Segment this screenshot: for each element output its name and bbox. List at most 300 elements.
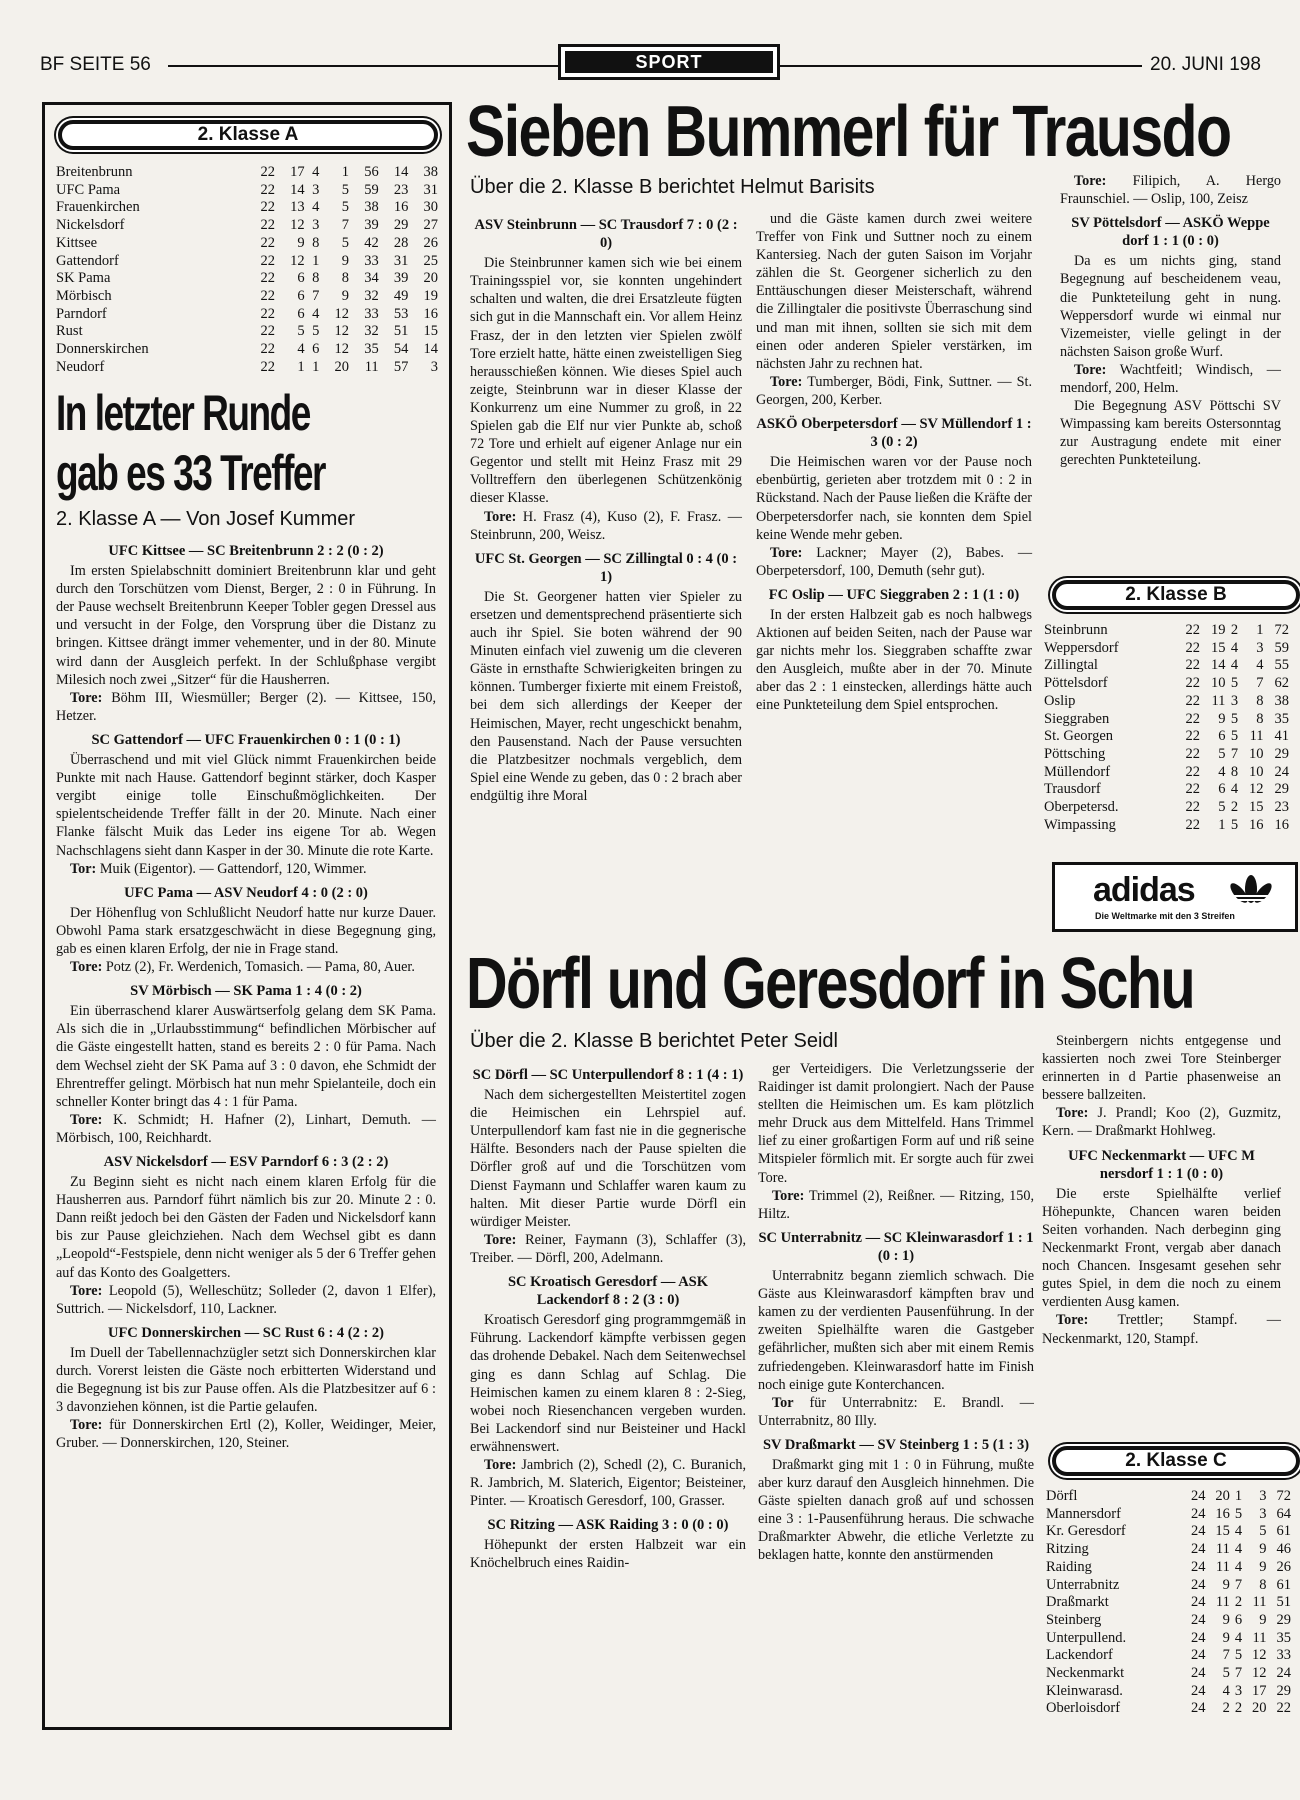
- team-name: Kleinwarasd.: [1046, 1682, 1123, 1699]
- standings-value: 12: [1252, 1647, 1267, 1664]
- team-name: Lackendorf: [1046, 1647, 1113, 1664]
- standings-value: 9: [297, 234, 305, 251]
- standings-value: 20: [1215, 1488, 1230, 1504]
- standings-value: 6: [297, 305, 305, 322]
- standings-value: 24: [1190, 1488, 1206, 1504]
- standings-value: 1: [341, 164, 350, 180]
- scorers-label: Tore:: [70, 689, 103, 706]
- match-report: In der ersten Halbzeit gab es noch halbwegs Aktionen auf beiden Seiten, nach der Pause war gar nichts mehr los. Sieggraben schaffte zwar den Ausgleich, mußte aber in der 70. Minute aber das 2 : 1 einstecken, allerdings hätte auch eine Punkteteilung dem Spiel entsprochen.: [756, 606, 1032, 714]
- standings-value: 5: [312, 323, 320, 340]
- standings-value: 38: [1274, 692, 1289, 709]
- standings-value: 19: [1210, 622, 1226, 638]
- standings-value: 11: [1215, 1594, 1230, 1611]
- standings-value: 22: [1185, 675, 1201, 692]
- standings-row: [1046, 1523, 1291, 1541]
- scorers-list: H. Frasz (4), Kuso (2), F. Frasz. — Steinbrunn, 200, Weisz.: [470, 508, 742, 543]
- header-rule-left: [168, 65, 558, 67]
- standings-row: [1046, 1594, 1291, 1612]
- standings-value: 24: [1190, 1576, 1206, 1593]
- standings-value: 49: [393, 287, 409, 304]
- standings-value: 35: [1276, 1629, 1291, 1646]
- scorers-label: Tore:: [1056, 1105, 1089, 1122]
- standings-value: 6: [297, 270, 305, 287]
- standings-value: 22: [260, 164, 275, 180]
- standings-value: 4: [1256, 657, 1264, 674]
- team-name: Neudorf: [56, 358, 105, 375]
- standings-value: 59: [364, 181, 379, 198]
- standings-value: 4: [312, 199, 320, 216]
- match-report: ger Verteidigers. Die Verletzungsserie der Raidinger ist damit prolongiert. Nach der Pause stellten die Heimischen um. Es kam plötzlich mehr Druck aus dem Mittelfeld. Hans Trimmel lief zu einer großartigen Form auf und riß seine Mitspieler förmlich mit. Er sorgte auch für zwei Tore.: [758, 1061, 1034, 1186]
- standings-value: 24: [1190, 1629, 1206, 1646]
- scorers-label: Tore:: [772, 1187, 805, 1204]
- scorers-list: Leopold (5), Welleschütz; Solleder (2, davon 1 Elfer), Suttrich. — Nickelsdorf, 110, Lackner.: [56, 1282, 436, 1317]
- standings-value: 9: [341, 252, 350, 269]
- article-c-col1: [470, 1060, 746, 1730]
- article-c-col2: [758, 1060, 1034, 1730]
- match-title: SC Gattendorf — UFC Frauenkirchen 0 : 1 (0 : 1): [91, 731, 401, 748]
- klasse-a-table: [56, 164, 438, 376]
- match-report: Im ersten Spielabschnitt dominiert Breitenbrunn klar und geht durch den Torschützen vom Dienst, Berger, 2 : 0 in Führung. In der Pause wechselt Breitenbrunn Keeper Tobler gegen Dressel aus und versucht in der Folge, den Vorsprung über die Distanz zu bringen. Kittsee drängt immer vehementer, und in der 80. Minute wird dann der Ausgleich perfekt. In der Schlußphase vergibt Milesich noch zwei „Sitzer“ für die Hausherren.: [56, 563, 436, 688]
- standings-value: 7: [1222, 1647, 1230, 1664]
- header-rule-right: [777, 65, 1142, 67]
- standings-value: 16: [393, 199, 409, 216]
- klasse-c-table-wrap: [1046, 1488, 1291, 1718]
- standings-value: 62: [1274, 675, 1289, 692]
- standings-value: 8: [312, 234, 320, 251]
- standings-value: 7: [1234, 1576, 1243, 1593]
- standings-row: [1046, 1559, 1291, 1577]
- standings-value: 24: [1274, 763, 1289, 780]
- article-c-headline: Dörfl und Geresdorf in Schu: [466, 944, 1195, 1024]
- article-a-headline-line2: gab es 33 Treffer: [56, 445, 325, 501]
- team-name: Steinbrunn: [1044, 622, 1108, 638]
- section-label-box: [558, 44, 780, 80]
- standings-value: 3: [430, 358, 438, 375]
- standings-value: 2: [1230, 799, 1239, 816]
- standings-value: 5: [1234, 1647, 1243, 1664]
- standings-row: [1044, 817, 1289, 835]
- standings-row: [56, 323, 438, 341]
- scorers-list: für Donnerskirchen Ertl (2), Koller, Weidinger, Meier, Gruber. — Donnerskirchen, 120, Steiner.: [56, 1417, 437, 1452]
- standings-value: 8: [1256, 692, 1264, 709]
- standings-row: [1044, 764, 1289, 782]
- standings-value: 22: [260, 199, 275, 216]
- team-name: Draßmarkt: [1046, 1594, 1109, 1611]
- article-b-col1: [470, 210, 742, 940]
- standings-value: 1: [312, 252, 320, 269]
- standings-value: 22: [1185, 710, 1201, 727]
- standings-value: 5: [1230, 816, 1239, 833]
- standings-value: 24: [1190, 1594, 1206, 1611]
- klasse-b-banner: [1052, 580, 1300, 610]
- scorers-line: [756, 373, 1032, 409]
- standings-value: 6: [312, 341, 320, 358]
- klasse-b-title: 2. Klasse B: [1125, 584, 1227, 605]
- adidas-slogan: Die Weltmarke mit den 3 Streifen: [1095, 911, 1235, 921]
- match-title: UFC St. Georgen — SC Zillingtal 0 : 4 (0 : 1): [474, 550, 738, 585]
- match-report: Da es um nichts ging, stand Begegnung auf bescheidenem veau, die Punkteteilung geht in nung. Weppersdorf wurde wi einmal nur Vizemeister, vielle gelingt in der nächsten Saison große Wurf.: [1060, 253, 1281, 360]
- team-name: Müllendorf: [1044, 763, 1111, 780]
- article-b-col2: [756, 210, 1032, 940]
- match-report: Überraschend und mit viel Glück nimmt Frauenkirchen beide Punkte mit nach Hause. Gattendorf beginnt stärker, doch Kasper vergibt einige tolle Einschußmöglichkeiten. Der spielentscheidende Treffer fällt in der 20. Minute. Nach einer Flanke fälscht Muik das Leder ins eigene Tor ab. Wegen Nachschlagens sieht dann Kasper in der 30. Minute die rote Karte.: [56, 752, 436, 859]
- standings-value: 22: [260, 341, 275, 358]
- standings-value: 13: [290, 199, 305, 216]
- standings-value: 5: [1218, 745, 1226, 762]
- team-name: Steinberg: [1046, 1611, 1102, 1628]
- scorers-list: Lackner; Mayer (2), Babes. — Oberpetersdorf, 100, Demuth (sehr gut).: [756, 544, 1033, 579]
- match-report: Die Begegnung ASV Pöttschi SV Wimpassing kam bereits Ostersonntag zur Austragung endete mit einer gerechten Punkteteilung.: [1060, 398, 1281, 469]
- standings-value: 35: [364, 341, 379, 358]
- standings-value: 4: [1234, 1629, 1243, 1646]
- standings-value: 11: [1249, 728, 1264, 745]
- standings-value: 22: [1276, 1700, 1291, 1717]
- standings-row: [56, 306, 438, 324]
- team-name: Sieggraben: [1044, 710, 1110, 727]
- match-title: FC Oslip — UFC Sieggraben 2 : 1 (1 : 0): [768, 586, 1020, 603]
- team-name: Rust: [56, 323, 83, 340]
- standings-value: 12: [1249, 781, 1264, 798]
- standings-value: 26: [1276, 1558, 1291, 1575]
- klasse-a-banner: [58, 120, 438, 150]
- standings-value: 33: [1276, 1647, 1291, 1664]
- scorers-line: [56, 1111, 436, 1147]
- standings-value: 4: [312, 305, 320, 322]
- standings-value: 24: [1190, 1682, 1206, 1699]
- standings-row: [56, 341, 438, 359]
- standings-value: 9: [1259, 1541, 1267, 1558]
- match-report: Die Heimischen waren vor der Pause noch ebenbürtig, gerieten aber trotzdem mit 0 : 2 in Rückstand. Nach der Pause ließen die Kräfte der Oberpetersdorfer nach, sie konnten dem Spiel keine Wende mehr geben.: [756, 454, 1032, 543]
- standings-row: [56, 235, 438, 253]
- standings-value: 14: [290, 181, 305, 198]
- standings-value: 12: [334, 305, 350, 322]
- scorers-list: Trimmel (2), Reißner. — Ritzing, 150, Hiltz.: [758, 1187, 1034, 1222]
- team-name: Kr. Geresdorf: [1046, 1523, 1126, 1540]
- match-report: Der Höhenflug von Schlußlicht Neudorf hatte nur kurze Dauer. Obwohl Pama stark ersatzgeschwächt in diese Begegnung ging, gab es einen klaren Erfolg, der nie in Frage stand.: [56, 904, 436, 957]
- section-label: SPORT: [565, 51, 773, 73]
- scorers-label: Tor:: [70, 860, 97, 877]
- standings-value: 1: [312, 358, 320, 375]
- standings-value: 8: [1256, 710, 1264, 727]
- standings-value: 22: [260, 323, 275, 340]
- standings-value: 22: [1185, 816, 1201, 833]
- match-title: SC Unterrabnitz — SC Kleinwarasdorf 1 : 1 (0 : 1): [758, 1229, 1034, 1264]
- standings-value: 38: [364, 199, 379, 216]
- scorers-line: [1060, 172, 1281, 208]
- standings-value: 29: [393, 217, 409, 234]
- standings-value: 22: [260, 287, 275, 304]
- match-report: Die St. Georgener hatten vier Spieler zu ersetzen und dementsprechend präsentierte sich auch ihr Spiel. Sie boten während der 90 Minuten einfach viel zuwenig um die cleveren Gäste in ernsthafte Schwierigkeiten bringen zu können. Tumberger fixierte mit einem Freistoß, bei dem sich allerdings der Keeper der Heimischen, Mayer, recht ungeschickt benahm, den Pausenstand. Nach der Pause versuchten die Platzbesitzer nochmals vergeblich, dem Spiel eine Wende zu geben, das 0 : 2 brach aber endgültig ihre Moral: [470, 588, 742, 804]
- standings-value: 10: [1249, 763, 1264, 780]
- article-a-headline-line1: In letzter Runde: [56, 385, 310, 441]
- standings-value: 5: [1234, 1505, 1243, 1522]
- standings-value: 16: [1274, 816, 1289, 833]
- standings-row: [1046, 1506, 1291, 1524]
- standings-value: 22: [260, 252, 275, 269]
- standings-row: [1044, 728, 1289, 746]
- standings-value: 14: [1210, 657, 1226, 674]
- standings-value: 7: [1234, 1665, 1243, 1682]
- match-title: SV Pöttelsdorf — ASKÖ Weppe dorf 1 : 1 (0 : 0): [1071, 215, 1270, 250]
- match-title: ASV Steinbrunn — SC Trausdorf 7 : 0 (2 : 0): [474, 217, 738, 252]
- scorers-label: Tore:: [70, 1417, 103, 1434]
- standings-row: [56, 182, 438, 200]
- standings-value: 51: [393, 323, 409, 340]
- standings-value: 24: [1190, 1611, 1206, 1628]
- team-name: Kittsee: [56, 234, 98, 251]
- scorers-label: Tore:: [770, 373, 803, 390]
- standings-value: 42: [364, 234, 379, 251]
- standings-value: 46: [1276, 1541, 1291, 1558]
- match-title: SC Kroatisch Geresdorf — ASK Lackendorf 8 : 2 (3 : 0): [507, 1274, 709, 1309]
- standings-value: 10: [1249, 745, 1264, 762]
- scorers-line: [470, 1456, 746, 1510]
- standings-value: 29: [1276, 1611, 1291, 1628]
- match-report: Nach dem sichergestellten Meistertitel zogen die Heimischen ein Lehrspiel auf. Unterpullendorf kam fast nie in die gegnerische Hälfte. Besonders nach der Pause spielten die Dörfler groß auf und die Torschützen vom Dienst Faymann und Schlaffer waren kaum zu halten. Mit dieser Partie wurde Dörfl ein würdiger Meister.: [470, 1087, 746, 1230]
- standings-value: 5: [341, 199, 350, 216]
- standings-value: 24: [1190, 1665, 1206, 1682]
- standings-value: 5: [1230, 710, 1239, 727]
- standings-value: 51: [1276, 1594, 1291, 1611]
- team-name: Gattendorf: [56, 252, 119, 269]
- article-b-headline: Sieben Bummerl für Trausdo: [466, 92, 1231, 172]
- adidas-ad: [1052, 862, 1298, 932]
- standings-value: 3: [1230, 692, 1239, 709]
- standings-value: 35: [1274, 710, 1289, 727]
- standings-value: 14: [393, 164, 409, 180]
- standings-value: 6: [297, 287, 305, 304]
- standings-value: 7: [341, 217, 350, 234]
- scorers-line: [56, 958, 436, 976]
- team-name: Ritzing: [1046, 1541, 1089, 1558]
- standings-value: 15: [1249, 799, 1264, 816]
- standings-value: 9: [341, 287, 350, 304]
- match-report: Draßmarkt ging mit 1 : 0 in Führung, mußte aber kurz darauf den Ausgleich hinnehmen. Die Gäste spielten danach groß auf und schossen eine 3 : 1-Pausenführung heraus. Die schwache Draßmarkter Abwehr, die etliche Verletzte zu beklagen hatte, konnte den anstürmenden: [758, 1456, 1034, 1564]
- standings-value: 54: [393, 341, 409, 358]
- standings-value: 9: [1222, 1576, 1230, 1593]
- scorers-list: K. Schmidt; H. Hafner (2), Linhart, Demuth. — Mörbisch, 100, Reichhardt.: [56, 1111, 436, 1146]
- standings-value: 22: [1185, 745, 1201, 762]
- standings-value: 5: [1259, 1523, 1267, 1540]
- scorers-label: Tore:: [484, 1231, 517, 1248]
- standings-value: 16: [1215, 1505, 1230, 1522]
- match-report: Unterrabnitz begann ziemlich schwach. Die Gäste aus Kleinwarasdorf kämpften brav und kamen zu der verdienten Pausenführung. In der zweiten Spielhälfte waren die Gastgeber gefährlicher, mußten sich aber mit einem Remis zufriedengeben. Kleinwarasdorf hatte im Finish noch einige gute Konterchancen.: [758, 1268, 1034, 1393]
- standings-value: 29: [1274, 745, 1289, 762]
- match-title: SC Ritzing — ASK Raiding 3 : 0 (0 : 0): [487, 1517, 729, 1534]
- team-name: Unterrabnitz: [1046, 1576, 1120, 1593]
- standings-value: 17: [290, 164, 305, 180]
- team-name: Nickelsdorf: [56, 217, 125, 234]
- standings-value: 15: [1210, 639, 1226, 656]
- scorers-list: Reiner, Faymann (3), Schlaffer (3), Treiber. — Dörfl, 200, Adelmann.: [470, 1231, 747, 1266]
- standings-row: [1044, 781, 1289, 799]
- scorers-label: Tore:: [770, 544, 803, 561]
- match-report: Im Duell der Tabellennachzügler setzt sich Donnerskirchen klar durch. Vorerst leisten die Gäste noch erbitterten Widerstand und die Begegnung ist bis zur Pause offen. Als die Platzbesitzer auf 6 : 3 davonziehen können, ist die Partie gelaufen.: [56, 1344, 436, 1416]
- standings-row: [1046, 1700, 1291, 1718]
- standings-value: 5: [341, 234, 350, 251]
- standings-value: 24: [1190, 1523, 1206, 1540]
- scorers-label: Tore:: [1074, 173, 1107, 189]
- adidas-brand: adidas: [1093, 871, 1195, 909]
- team-name: Oslip: [1044, 692, 1076, 709]
- team-name: UFC Pama: [56, 181, 121, 198]
- standings-value: 9: [1218, 710, 1226, 727]
- team-name: SK Pama: [56, 270, 111, 287]
- scorers-line: [56, 689, 436, 725]
- standings-value: 24: [1276, 1665, 1291, 1682]
- standings-value: 29: [1274, 781, 1289, 798]
- scorers-list: Wachtfeitl; Windisch, — mendorf, 200, Helm.: [1060, 361, 1281, 397]
- scorers-label: Tore:: [1056, 1312, 1089, 1329]
- standings-value: 38: [423, 164, 438, 180]
- article-b-subline: Über die 2. Klasse B berichtet Helmut Barisits: [470, 176, 875, 198]
- standings-value: 33: [364, 305, 379, 322]
- standings-value: 22: [1185, 799, 1201, 816]
- standings-value: 7: [1256, 675, 1264, 692]
- scorers-label: Tore:: [1074, 361, 1107, 378]
- scorers-list: Tumberger, Bödi, Fink, Suttner. — St. Georgen, 200, Kerber.: [756, 373, 1032, 408]
- standings-value: 56: [364, 164, 379, 180]
- standings-row: [56, 253, 438, 271]
- standings-value: 59: [1274, 639, 1289, 656]
- standings-value: 4: [297, 341, 305, 358]
- team-name: St. Georgen: [1044, 728, 1114, 745]
- standings-value: 4: [1230, 781, 1239, 798]
- standings-value: 2: [1234, 1594, 1243, 1611]
- standings-value: 23: [393, 181, 409, 198]
- standings-value: 22: [260, 234, 275, 251]
- match-title: UFC Donnerskirchen — SC Rust 6 : 4 (2 : 2): [107, 1324, 385, 1341]
- standings-value: 11: [364, 358, 379, 375]
- scorers-list: J. Prandl; Koo (2), Guzmitz, Kern. — Draßmarkt Hohlweg.: [1042, 1105, 1281, 1140]
- standings-value: 32: [364, 287, 379, 304]
- standings-value: 24: [1190, 1558, 1206, 1575]
- standings-value: 22: [1185, 728, 1201, 745]
- team-name: Breitenbrunn: [56, 164, 133, 180]
- standings-value: 9: [1222, 1629, 1230, 1646]
- scorers-line: [56, 1416, 436, 1452]
- scorers-line: [1060, 361, 1281, 397]
- standings-value: 8: [1230, 763, 1239, 780]
- scorers-line: [756, 544, 1032, 580]
- standings-value: 22: [260, 217, 275, 234]
- team-name: Raiding: [1046, 1558, 1092, 1575]
- standings-value: 4: [1230, 639, 1239, 656]
- standings-value: 2: [1234, 1700, 1243, 1717]
- scorers-list: Potz (2), Fr. Werdenich, Tomasich. — Pama, 80, Auer.: [105, 959, 415, 976]
- match-report: Steinbergern nichts entgegense und kassierten noch zwei Tore Steinberger erinnerten in d Partie phasenweise an bessere ballzeiten.: [1042, 1033, 1281, 1104]
- team-name: Zillingtal: [1044, 657, 1098, 674]
- standings-value: 31: [423, 181, 438, 198]
- standings-value: 1: [1256, 622, 1264, 638]
- standings-value: 64: [1276, 1505, 1291, 1522]
- klasse-b-table-wrap: [1044, 622, 1289, 834]
- standings-value: 11: [1215, 1558, 1230, 1575]
- standings-value: 4: [1234, 1558, 1243, 1575]
- team-name: Unterpullend.: [1046, 1629, 1127, 1646]
- standings-value: 25: [423, 252, 438, 269]
- article-c-col3: [1042, 1032, 1281, 1422]
- standings-value: 11: [1215, 1541, 1230, 1558]
- standings-value: 3: [1259, 1488, 1267, 1504]
- standings-value: 24: [1190, 1647, 1206, 1664]
- standings-value: 72: [1276, 1488, 1291, 1504]
- standings-value: 4: [1234, 1523, 1243, 1540]
- scorers-list: Böhm III, Wiesmüller; Berger (2). — Kittsee, 150, Hetzer.: [56, 689, 437, 724]
- standings-value: 8: [312, 270, 320, 287]
- team-name: Trausdorf: [1044, 781, 1101, 798]
- standings-value: 5: [1218, 799, 1226, 816]
- team-name: Pöttsching: [1044, 745, 1106, 762]
- match-title: UFC Neckenmarkt — UFC M nersdorf 1 : 1 (0 : 0): [1068, 1147, 1255, 1182]
- match-title: ASV Nickelsdorf — ESV Parndorf 6 : 3 (2 : 2): [103, 1154, 389, 1170]
- scorers-line: [1042, 1104, 1281, 1140]
- scorers-line: [56, 1282, 436, 1318]
- match-report: und die Gäste kamen durch zwei weitere Treffer von Fink und Suttner noch zu einem Kantersieg. Nach der guten Saison im Vorjahr zählen die St. Georgener sicherlich zu den Enttäuschungen dieser Meisterschaft, während die Zillingtaler die positivste Überraschung sind und man mit ihnen, sollten sie sich mit dem einen oder anderen Spieler verstärken, im nächsten Jahr zu rechnen hat.: [756, 211, 1032, 372]
- standings-row: [1044, 640, 1289, 658]
- standings-value: 39: [364, 217, 379, 234]
- standings-value: 3: [1234, 1682, 1243, 1699]
- scorers-label: Tor: [772, 1394, 794, 1411]
- standings-value: 8: [341, 270, 350, 287]
- standings-value: 39: [393, 270, 409, 287]
- standings-row: [56, 359, 438, 377]
- team-name: Mörbisch: [56, 287, 112, 304]
- standings-value: 5: [1230, 675, 1239, 692]
- standings-value: 31: [393, 252, 409, 269]
- standings-row: [1044, 711, 1289, 729]
- team-name: Neckenmarkt: [1046, 1665, 1125, 1682]
- standings-value: 9: [1222, 1611, 1230, 1628]
- standings-value: 28: [393, 234, 409, 251]
- standings-value: 3: [312, 217, 320, 234]
- match-report: Kroatisch Geresdorf ging programmgemäß in Führung. Lackendorf kämpfte verbissen gegen das drohende Debakel. Nach dem Seitenwechsel ging es dann Schlag auf Schlag. Die Heimischen kamen zu einem klaren 8 : 2-Sieg, wobei noch Riesenchancen vergeben wurden. Bei Lackendorf sind nur Beisteiner und Hackl erwähnenswert.: [470, 1312, 746, 1455]
- standings-value: 20: [1252, 1700, 1267, 1717]
- standings-value: 27: [423, 217, 438, 234]
- standings-row: [1044, 693, 1289, 711]
- standings-value: 9: [1259, 1611, 1267, 1628]
- standings-row: [1046, 1647, 1291, 1665]
- standings-value: 34: [364, 270, 379, 287]
- scorers-list: Muik (Eigentor). — Gattendorf, 120, Wimmer.: [99, 860, 367, 877]
- article-c-subline: Über die 2. Klasse B berichtet Peter Seidl: [470, 1030, 838, 1052]
- standings-value: 22: [1185, 692, 1201, 709]
- standings-value: 24: [1190, 1700, 1206, 1717]
- team-name: Weppersdorf: [1044, 639, 1119, 656]
- match-title: ASKÖ Oberpetersdorf — SV Müllendorf 1 : 3 (0 : 2): [756, 416, 1032, 451]
- standings-value: 8: [1259, 1576, 1267, 1593]
- standings-value: 6: [1218, 781, 1226, 798]
- standings-value: 16: [1249, 816, 1264, 833]
- standings-value: 32: [364, 323, 379, 340]
- standings-value: 22: [1185, 781, 1201, 798]
- standings-value: 6: [1218, 728, 1226, 745]
- standings-value: 3: [1256, 639, 1264, 656]
- standings-value: 5: [297, 323, 305, 340]
- match-title: SC Dörfl — SC Unterpullendorf 8 : 1 (4 : 1): [472, 1067, 744, 1083]
- klasse-c-banner: [1052, 1446, 1300, 1476]
- standings-value: 33: [364, 252, 379, 269]
- standings-value: 20: [423, 270, 438, 287]
- scorers-label: Tore:: [70, 1111, 103, 1128]
- scorers-label: Tore:: [484, 508, 517, 525]
- standings-row: [56, 164, 438, 182]
- standings-row: [56, 217, 438, 235]
- standings-value: 19: [423, 287, 438, 304]
- standings-value: 4: [1230, 657, 1239, 674]
- standings-value: 3: [312, 181, 320, 198]
- issue-date: 20. JUNI 198: [1150, 54, 1261, 75]
- standings-value: 22: [260, 181, 275, 198]
